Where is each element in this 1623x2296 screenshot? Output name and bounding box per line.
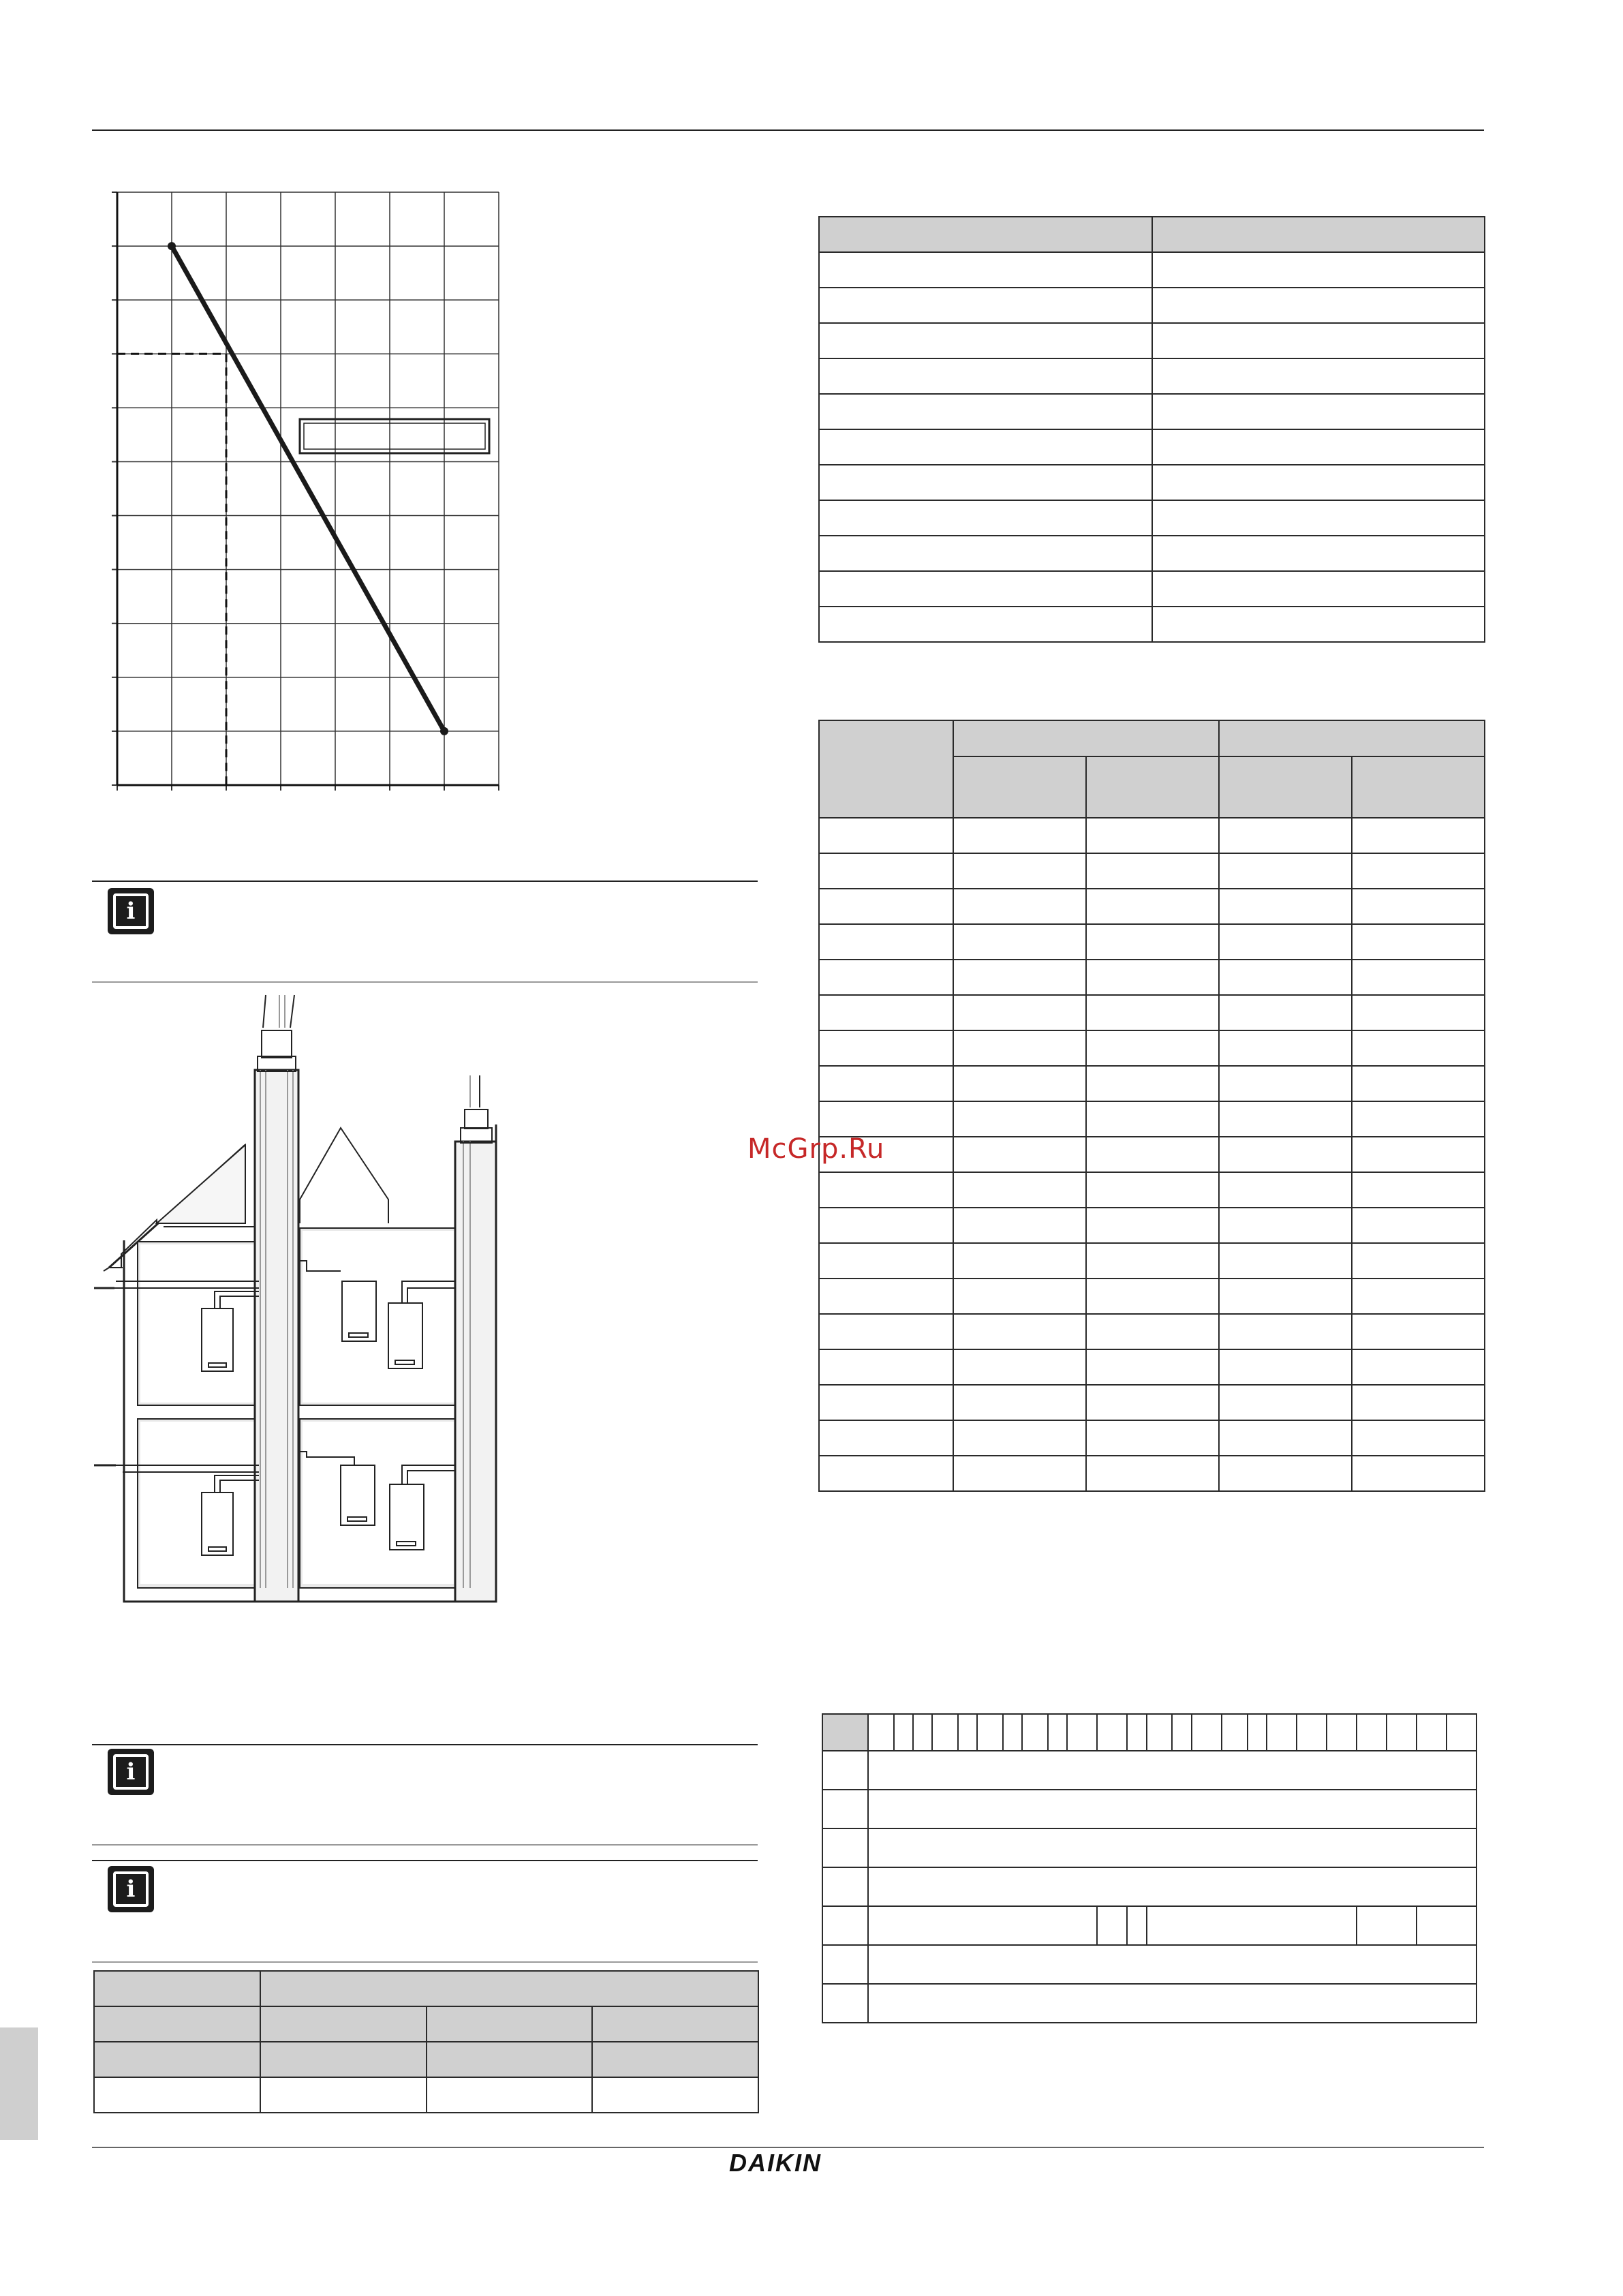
table-cell [1352,1066,1485,1101]
table-cell [819,1349,953,1385]
table-header-cell [1152,217,1485,252]
info-rule-bottom [92,1844,758,1846]
table-cell [1086,1385,1219,1420]
table-cell [819,323,1152,358]
table-header-cell [1219,756,1352,818]
footer-rule [92,2147,1484,2148]
table-cell [819,1456,953,1491]
table-cell [1152,571,1485,607]
table-cell [1086,960,1219,995]
table-cell [822,1906,868,1945]
table-header-cell [953,756,1086,818]
table-cell [953,1243,1086,1279]
table-header-cell [1387,1714,1417,1751]
table-header-cell [427,2006,592,2042]
table-cell [1219,1349,1352,1385]
table-cell [1352,1137,1485,1172]
table-cell [819,607,1152,642]
table-cell [822,1867,868,1906]
table-cell [1352,853,1485,889]
table-cell [94,2077,260,2113]
table-cell [1352,1420,1485,1456]
table-header-cell [977,1714,1003,1751]
table-lower-left [93,1970,759,2113]
table-header-cell [1357,1714,1387,1751]
table-header-cell [932,1714,958,1751]
table-cell [953,1172,1086,1208]
table-cell [1219,1385,1352,1420]
table-header-cell [913,1714,932,1751]
table-header-cell [958,1714,977,1751]
chart-legend-box-inner [304,423,485,449]
table-cell [819,500,1152,536]
table-header-cell [1003,1714,1022,1751]
table-cell [1352,1243,1485,1279]
table-cell [953,1066,1086,1101]
table-cell [819,288,1152,323]
table-cell [953,1420,1086,1456]
flue-installation-diagram [82,988,518,1608]
table-cell [1086,1172,1219,1208]
table-cell [1219,1243,1352,1279]
table-cell [819,358,1152,394]
table-upper-right [818,216,1485,643]
table-header-cell [1022,1714,1048,1751]
table-cell [953,1314,1086,1349]
table-cell [819,571,1152,607]
table-cell [868,1828,1477,1867]
table-header-cell [1417,1714,1447,1751]
table-cell [1152,536,1485,571]
table-header-cell [1086,756,1219,818]
table-cell [1219,1456,1352,1491]
table-cell [1219,1279,1352,1314]
table-cell [1219,1066,1352,1101]
table-cell [819,465,1152,500]
info-rule-top [92,881,758,882]
data-point [168,242,176,250]
table-cell [1352,818,1485,853]
table-header-cell [1327,1714,1357,1751]
table-cell [1352,1172,1485,1208]
table-cell [819,924,953,960]
table-cell [868,1867,1477,1906]
table-cell [819,1420,953,1456]
table-header-cell [1267,1714,1297,1751]
table-cell [819,889,953,924]
table-cell [592,2077,758,2113]
chart-series [168,242,448,735]
table-header-cell [260,2042,427,2077]
table-cell [819,1243,953,1279]
table-cell [819,853,953,889]
table-cell [1086,1456,1219,1491]
table-cell [1086,1420,1219,1456]
table-cell [819,536,1152,571]
table-cell [819,1279,953,1314]
table-cell [819,1030,953,1066]
table-cell [1086,995,1219,1030]
table-cell [819,960,953,995]
table-cell [1352,1349,1485,1385]
table-cell [953,924,1086,960]
table-cell [819,429,1152,465]
table-cell [1417,1906,1477,1945]
table-cell [1086,1137,1219,1172]
table-cell [953,995,1086,1030]
table-cell [1086,1208,1219,1243]
table-cell [868,1751,1477,1790]
info-rule-top [92,1860,758,1861]
table-cell [1086,1279,1219,1314]
table-cell [1352,1279,1485,1314]
table-header-cell [1097,1714,1127,1751]
table-cell [1219,1172,1352,1208]
table-cell [1152,252,1485,288]
table-header-cell [592,2042,758,2077]
table-cell [868,1984,1477,2023]
table-cell [868,1790,1477,1828]
table-cell [1127,1906,1146,1945]
header-rule [92,129,1484,131]
table-cell [1219,889,1352,924]
table-cell [1086,1030,1219,1066]
table-header-cell [1147,1714,1173,1751]
table-cell [953,889,1086,924]
table-cell [819,1385,953,1420]
table-cell [953,1208,1086,1243]
table-header-cell [94,2006,260,2042]
table-cell [953,1030,1086,1066]
table-cell [953,1279,1086,1314]
table-cell [1152,607,1485,642]
data-point [440,727,448,735]
table-cell [953,1456,1086,1491]
table-cell [819,1066,953,1101]
table-header-cell [822,1714,868,1751]
table-cell [1219,1314,1352,1349]
table-cell [819,1101,953,1137]
table-cell [819,1208,953,1243]
table-cell [1086,853,1219,889]
table-cell [1219,924,1352,960]
info-rule-bottom [92,981,758,983]
table-cell [822,1751,868,1790]
info-rule-bottom [92,1961,758,1963]
table-cell [1152,358,1485,394]
table-cell [1352,924,1485,960]
table-cell [1219,853,1352,889]
brand-logo: DAIKIN [729,2149,822,2177]
table-header-cell [1192,1714,1222,1751]
table-cell [819,818,953,853]
table-header-cell [427,2042,592,2077]
table-cell [953,818,1086,853]
table-cell [1152,323,1485,358]
table-cell [1352,995,1485,1030]
table-cell [1352,1208,1485,1243]
table-cell [1352,1030,1485,1066]
table-cell [1219,995,1352,1030]
table-cell [1152,429,1485,465]
table-cell [822,1828,868,1867]
table-cell [1352,889,1485,924]
chapter-tab [0,2027,38,2140]
table-cell [1086,924,1219,960]
table-header-cell [260,2006,427,2042]
table-cell [1086,1066,1219,1101]
table-header-cell [592,2006,758,2042]
table-cell [953,853,1086,889]
table-cell [1352,1456,1485,1491]
table-cell [822,1790,868,1828]
table-cell [1352,1101,1485,1137]
table-cell [1219,1101,1352,1137]
table-cell [1352,960,1485,995]
table-header-cell [1172,1714,1191,1751]
info-icon: i [108,1866,154,1912]
info-icon: i [108,888,154,934]
table-group-header [1219,720,1485,756]
table-cell [1147,1906,1357,1945]
table-cell [1086,818,1219,853]
table-header-cell [94,2042,260,2077]
table-cell [953,960,1086,995]
table-cell [822,1984,868,2023]
chart-ticks [112,192,499,791]
table-cell [953,1385,1086,1420]
table-header-cell [1067,1714,1097,1751]
table-cell [1152,394,1485,429]
table-header-cell [868,1714,894,1751]
table-header-cell [819,217,1152,252]
table-header-cell [1222,1714,1248,1751]
table-header-cell [1297,1714,1327,1751]
table-cell [1152,500,1485,536]
table-cell [1219,818,1352,853]
table-cell [1219,1137,1352,1172]
table-cell [819,394,1152,429]
table-cell [1086,1314,1219,1349]
table-cell [1086,1243,1219,1279]
table-header-cell [1248,1714,1267,1751]
table-header-cell [1048,1714,1067,1751]
table-header-cell [819,720,953,818]
table-cell [819,252,1152,288]
table-cell [819,1314,953,1349]
table-cell [1352,1385,1485,1420]
table-cell [1219,960,1352,995]
table-lower-right [822,1713,1477,2023]
table-cell [1152,465,1485,500]
table-cell [953,1349,1086,1385]
table-cell [819,1172,953,1208]
table-cell [953,1137,1086,1172]
table-cell [1152,288,1485,323]
table-cell [1086,1349,1219,1385]
table-cell [1219,1420,1352,1456]
table-header-cell [94,1971,260,2006]
table-header-cell [1352,756,1485,818]
table-cell [953,1101,1086,1137]
series-line [172,246,444,731]
table-header-cell [260,1971,758,2006]
table-cell [822,1945,868,1984]
table-header-cell [1127,1714,1146,1751]
table-cell [1219,1208,1352,1243]
table-cell [868,1945,1477,1984]
line-chart [102,184,511,804]
table-cell [1219,1030,1352,1066]
table-cell [260,2077,427,2113]
table-group-header [953,720,1219,756]
info-icon: i [108,1749,154,1795]
table-header-cell [894,1714,913,1751]
watermark: McGrp.Ru [747,1133,885,1165]
table-cell [1357,1906,1417,1945]
table-cell [868,1906,1097,1945]
table-cell [1097,1906,1127,1945]
table-cell [1352,1314,1485,1349]
table-cell [427,2077,592,2113]
table-cell [1086,1101,1219,1137]
chart-legend-box [300,419,489,453]
table-header-cell [1447,1714,1477,1751]
info-rule-top [92,1744,758,1745]
table-cell [819,995,953,1030]
table-cell [1086,889,1219,924]
table-middle-right [818,720,1485,1492]
